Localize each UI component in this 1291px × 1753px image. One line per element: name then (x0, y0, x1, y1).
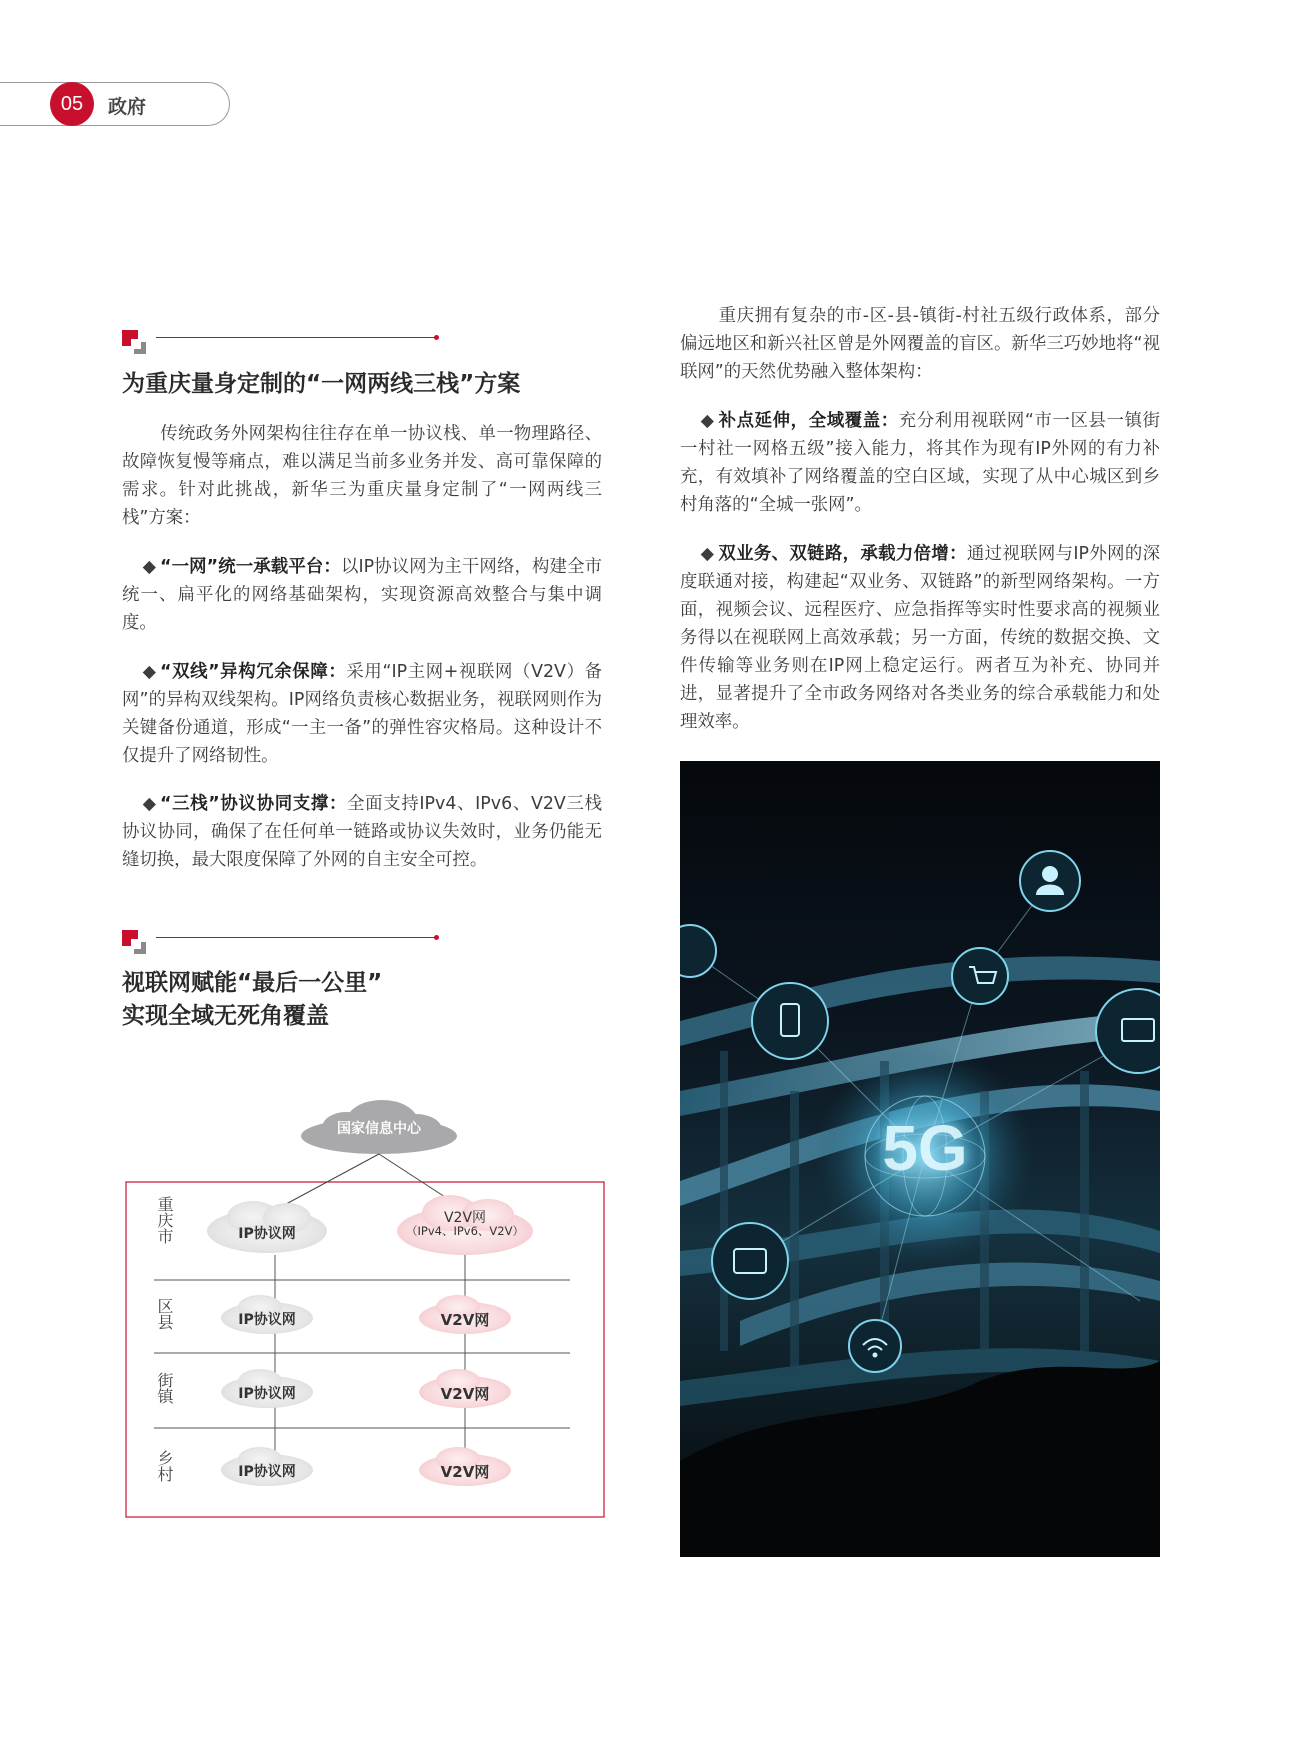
section-divider (156, 337, 436, 338)
v2v-node-label: V2V网 (443, 1210, 487, 1226)
v2v-node-label: V2V网 (440, 1311, 490, 1329)
section-label: 政府 (108, 96, 147, 118)
ip-node-label: IP协议网 (238, 1386, 296, 1402)
section1-intro: 传统政务外网架构往往存在单一协议栈、单一物理路径、故障恢复慢等痛点，难以满足当前多业务并发、高可靠保障的需求。针对此挑战，新华三为重庆量身定制了“一网两线三栈”方案： (122, 424, 602, 528)
top-node-label: 国家信息中心 (337, 1121, 421, 1137)
level-label-city: 重庆市 (155, 1196, 174, 1244)
5g-highway-photo (680, 761, 1160, 1557)
5g-overlay-text: 5G (882, 1112, 968, 1184)
section1-bullet-2: ◆ “双线”异构冗余保障：采用“IP主网+视联网（V2V）备网”的异构双线架构。IP网络负责核心数据业务，视联网则作为关键备份通道，形成“一主一备”的弹性容灾格局。这种设计不仅提升了网络韧性。 (122, 662, 602, 766)
v2v-node-label: V2V网 (440, 1463, 490, 1481)
section2-title-line2: 实现全域无死角覆盖 (122, 1003, 329, 1029)
section-divider (156, 937, 436, 938)
v2v-node-label: V2V网 (440, 1385, 490, 1403)
ip-node-label: IP协议网 (238, 1464, 296, 1480)
cart-icon (952, 948, 1008, 1004)
ip-node-label: IP协议网 (238, 1312, 296, 1328)
page-number-badge: 05 (50, 82, 94, 126)
tablet-icon (712, 1223, 788, 1299)
section-marker-icon (122, 930, 148, 956)
level-label-district: 区县 (155, 1298, 174, 1330)
section-divider-dot (434, 935, 439, 940)
right-bullet-2: ◆ 双业务、双链路，承载力倍增：通过视联网与IP外网的深度联通对接，构建起“双业务、双链路”的新型网络架构。一方面，视频会议、远程医疗、应急指挥等实时性要求高的视频业务得以在视联网上高效承载；另一方面，传统的数据交换、文件传输等业务则在IP网上稳定运行。两者互为补充、协同并进，显著提升了全市政务网络对各类业务的综合承载能力和处理效率。 (680, 544, 1160, 732)
section-marker-icon (122, 330, 148, 356)
section-divider-dot (434, 335, 439, 340)
v2v-node-sublabel: （IPv4、IPv6、V2V） (406, 1224, 524, 1238)
section1-title: 为重庆量身定制的“一网两线三栈”方案 (122, 371, 521, 397)
section1-bullet-1: ◆ “一网”统一承载平台：以IP协议网为主干网络，构建全市统一、扁平化的网络基础架构，实现资源高效整合与集中调度。 (122, 557, 602, 633)
section2-title-line1: 视联网赋能“最后一公里” (122, 970, 383, 996)
ip-node-label: IP协议网 (238, 1226, 296, 1242)
level-label-village: 乡村 (155, 1450, 174, 1482)
level-label-town: 街镇 (155, 1372, 174, 1404)
section1-bullet-3: ◆ “三栈”协议协同支撑：全面支持IPv4、IPv6、V2V三栈协议协同，确保了在任何单一链路或协议失效时，业务仍能无缝切换，最大限度保障了外网的自主安全可控。 (122, 794, 602, 870)
right-bullet-1: ◆ 补点延伸，全域覆盖：充分利用视联网“市一区县一镇街一村社一网格五级”接入能力，将其作为现有IP外网的有力补充，有效填补了网络覆盖的空白区域，实现了从中心城区到乡村角落的“全城一张网”。 (680, 411, 1160, 515)
phone-icon (752, 983, 828, 1059)
right-intro: 重庆拥有复杂的市-区-县-镇街-村社五级行政体系，部分偏远地区和新兴社区曾是外网覆盖的盲区。新华三巧妙地将“视联网”的天然优势融入整体架构： (680, 306, 1160, 382)
network-diagram (120, 1100, 610, 1520)
